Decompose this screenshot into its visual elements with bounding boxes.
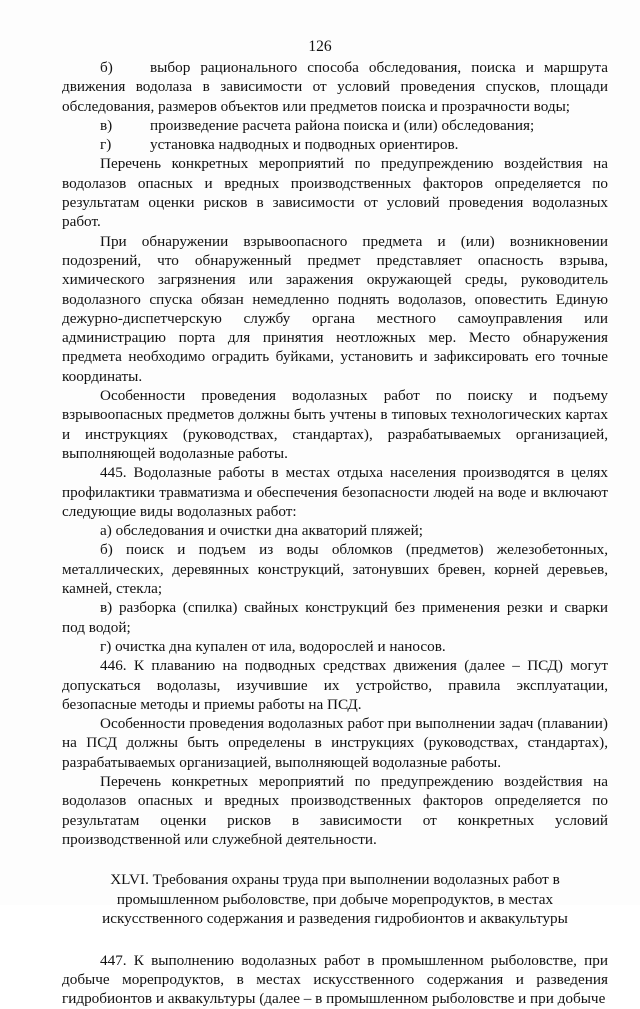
section-heading-line: искусственного содержания и разведения гидробионтов и аквакультуры bbox=[102, 910, 568, 928]
paragraph: Особенности проведения водолазных работ при выполнении задач (плавании) на ПСД должны быть определены в инструкциях (руководствах, стандартах), разрабатываемых организацией, выполняющей водолазные работы. bbox=[62, 715, 608, 771]
paragraph: в) разборка (спилка) свайных конструкций без применения резки и сварки под водой; bbox=[62, 599, 608, 636]
paragraph: б) поиск и подъем из воды обломков (предметов) железобетонных, металлических, деревянных конструкций, затонувших бревен, корней деревьев, камней, стекла; bbox=[62, 541, 608, 598]
document-body bbox=[62, 58, 608, 1009]
paragraph: а) обследования и очистки дна акваторий пляжей; bbox=[100, 522, 423, 540]
paragraph-445: 445. Водолазные работы в местах отдыха населения производятся в целях профилактики травматизма и обеспечения безопасности людей на воде и включают следующие виды водолазных работ: bbox=[62, 464, 608, 520]
paragraph-446: 446. К плаванию на подводных средствах движения (далее – ПСД) могут допускаться водолазы, изучившие их устройство, правила эксплуатации, безопасные методы и приемы работы на ПСД. bbox=[62, 657, 608, 713]
page-number: 126 bbox=[308, 38, 332, 55]
list-item-v bbox=[62, 116, 608, 135]
paragraph-447: 447. К выполнению водолазных работ в промышленном рыболовстве, при добыче морепродуктов, в местах искусственного содержания и разведения гидробионтов и аквакультуры (далее – в промышленном рыболовстве и при добыче bbox=[62, 951, 608, 1008]
list-item-continuation: движения водолаза в зависимости от условий проведения спусков, площади обследования, размеров объектов или предметов поиска и прозрачности воды; bbox=[62, 78, 608, 115]
list-marker: г) bbox=[100, 136, 112, 154]
paragraph: Особенности проведения водолазных работ по поиску и подъему взрывоопасных предметов должны быть учтены в типовых технологических картах и инструкциях (руководствах, стандартах), разрабатываемых организацией, выполняющей водолазные работы. bbox=[62, 387, 608, 462]
list-item-g bbox=[62, 135, 608, 154]
list-item-text: произведение расчета района поиска и (или) обследования; bbox=[150, 116, 535, 134]
paragraph: Перечень конкретных мероприятий по предупреждению воздействия на водолазов опасных и вредных производственных факторов определяется по результатам оценки рисков в зависимости от конкретных условий производственной или служебной деятельности. bbox=[62, 772, 608, 848]
paragraph: г) очистка дна купален от ила, водорослей и наносов. bbox=[100, 637, 446, 655]
paragraph: Перечень конкретных мероприятий по предупреждению воздействия на водолазов опасных и вредных производственных факторов определяется по результатам оценки рисков в зависимости от условий проведения водолазных работ. bbox=[62, 155, 608, 231]
list-item-b bbox=[62, 58, 608, 77]
section-heading-line: промышленном рыболовстве, при добыче морепродуктов, в местах bbox=[116, 890, 554, 908]
list-item-text: выбор рационального способа обследования, поиска и маршрута bbox=[150, 59, 608, 76]
paragraph: При обнаружении взрывоопасного предмета и (или) возникновении подозрений, что обнаруженный предмет представляет опасность взрыва, химического загрязнения или заражения окружающей среды, руководитель водолазного спуска обязан немедленно поднять водолазов, оповестить Единую дежурно-диспетчерскую службу органа местного самоуправления или администрацию порта для принятия неотложных мер. Место обнаружения предмета необходимо оградить буйками, установить и зафиксировать его точные координаты. bbox=[62, 232, 608, 385]
list-item-text: установка надводных и подводных ориентиров. bbox=[150, 136, 459, 154]
section-heading bbox=[62, 870, 608, 929]
list-marker: в) bbox=[100, 116, 113, 134]
list-marker: б) bbox=[100, 59, 113, 76]
section-heading-line: XLVI. Требования охраны труда при выполнении водолазных работ в bbox=[110, 871, 560, 889]
